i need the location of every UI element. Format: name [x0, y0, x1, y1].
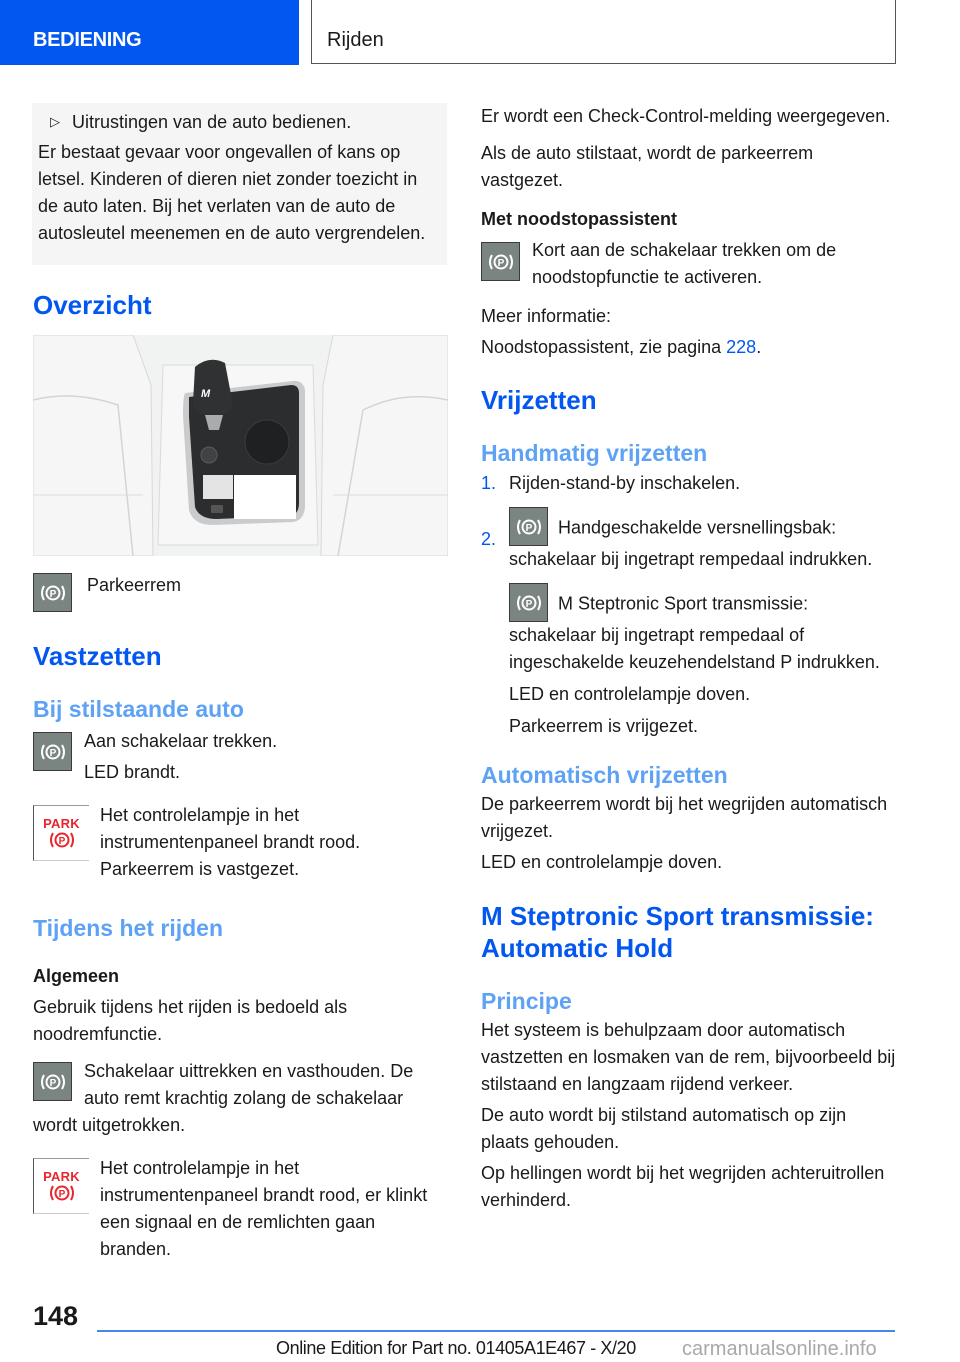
svg-text:P: P — [49, 588, 56, 600]
release-steps — [481, 470, 896, 740]
svg-text:P: P — [49, 747, 56, 759]
warning-text: Er bestaat gevaar voor ongevallen of kans op letsel. Kinderen of dieren niet zonder toezicht in de auto laten. Bij het verlaten van de auto de autosleutel meenemen en de auto vergrendelen. — [38, 142, 426, 243]
svg-text:P: P — [49, 1077, 56, 1089]
heading-automatic-hold: M Steptronic Sport transmissie: Automatic Hold — [481, 901, 874, 963]
instruction-noodstop — [481, 237, 896, 291]
right-column — [481, 103, 896, 1214]
heading-overzicht: Overzicht — [33, 290, 152, 320]
park-lamp-driving-text: Het controlelampje in het instrumentenpaneel brandt rood, er klinkt een signaal en de remlichten gaan branden. — [100, 1158, 428, 1259]
edition-text: Online Edition for Part no. 01405A1E467 - X/20 — [276, 1338, 636, 1358]
parking-brake-switch-icon — [33, 1062, 72, 1101]
park-lamp-note — [33, 802, 448, 883]
heading-vrijzetten: Vrijzetten — [481, 385, 597, 415]
heading-met-noodstopassistent: Met noodstopassistent — [481, 209, 678, 229]
algemeen-text: Gebruik tijdens het rijden is bedoeld als noodremfunctie. — [33, 997, 348, 1044]
left-column — [33, 103, 448, 1263]
header-section-tab — [0, 0, 299, 65]
legend-parkeerrem — [33, 573, 448, 612]
parking-brake-switch-icon — [33, 732, 72, 771]
console-figure — [33, 335, 448, 556]
warning-bullet — [38, 109, 439, 135]
park-lamp-text: Het controlelampje in het instrumentenpaneel brandt rood. Parkeerrem is vastgezet. — [100, 805, 361, 879]
park-warning-lamp-icon: PARK P — [33, 805, 89, 861]
released-text: Parkeerrem is vrijgezet. — [509, 716, 699, 736]
standstill-text: Als de auto stilstaat, wordt de parkeerrem vastgezet. — [481, 143, 814, 190]
svg-text:P: P — [58, 835, 65, 847]
park-warning-lamp-icon: PARK P — [33, 1158, 89, 1214]
heading-principe: Principe — [481, 988, 572, 1014]
instruction-emergency-brake — [33, 1058, 448, 1139]
heading-tijdens-het-rijden: Tijdens het rijden — [33, 915, 223, 941]
instruction-pull-switch — [33, 728, 448, 786]
heading-bij-stilstaande-auto: Bij stilstaande auto — [33, 696, 244, 722]
noodstop-text: Kort aan de schakelaar trekken om de noodstopfunctie te activeren. — [532, 240, 837, 287]
parking-brake-switch-icon — [481, 242, 520, 281]
check-control-text: Er wordt een Check-Control-melding weergegeven. — [481, 106, 891, 126]
svg-text:P: P — [525, 598, 532, 610]
auto-led-off-text: LED en controlelampje doven. — [481, 852, 723, 872]
heading-algemeen: Algemeen — [33, 966, 120, 986]
park-lamp-note-driving — [33, 1155, 448, 1263]
principe-text-1: Het systeem is behulpzaam door automatisch vastzetten en losmaken van de rem, bijvoorbeeld bij stilstaand en langzaam rijdend verkeer. — [481, 1020, 896, 1094]
svg-text:P: P — [497, 257, 504, 269]
step-1: 1. Rijden-stand-by inschakelen. — [481, 473, 741, 493]
principe-text-3: Op hellingen wordt bij het wegrijden achteruitrollen verhinderd. — [481, 1163, 885, 1210]
more-info-label: Meer informatie: — [481, 306, 612, 326]
emergency-brake-text: Schakelaar uittrekken en vasthouden. De auto remt krachtig zolang de schakelaar wordt uitgetrokken. — [33, 1061, 414, 1135]
watermark: carmanualsonline.info — [682, 1338, 877, 1360]
chapter-title: Rijden — [327, 29, 384, 51]
center-console-illustration — [33, 335, 448, 556]
svg-text:P: P — [58, 1188, 65, 1200]
noodstop-reference: Noodstopassistent, zie pagina 228. — [481, 337, 762, 357]
section-title: BEDIENING — [33, 29, 142, 51]
instruction-text: Aan schakelaar trekken. — [84, 731, 278, 751]
parking-brake-switch-icon — [33, 573, 72, 612]
header-chapter-tab — [311, 0, 896, 64]
auto-release-text: De parkeerrem wordt bij het wegrijden automatisch vrijgezet. — [481, 794, 888, 841]
legend-label: Parkeerrem — [87, 575, 182, 595]
heading-vastzetten: Vastzetten — [33, 641, 162, 671]
principe-text-2: De auto wordt bij stilstand automatisch op zijn plaats gehouden. — [481, 1105, 847, 1152]
step-2-text: Handgeschakelde versnellingsbak: schakelaar bij ingetrapt rempedaal indrukken. — [509, 517, 873, 569]
step-2: 2. P Handgeschakelde versnellingsbak: schakelaar bij ingetrapt rempedaal indrukken. P M Steptronic Sport transmissie: schakelaar bij ingetrapt rempedaal of ingeschakelde keuzehendelstand P indrukken. LED en controlelampje doven. Parkeerrem is vrijgezet. — [481, 507, 896, 740]
page-number: 148 — [33, 1301, 79, 1331]
svg-text:M: M — [201, 388, 211, 400]
parking-brake-switch-icon — [509, 507, 548, 546]
led-status-text: LED brandt. — [84, 762, 181, 782]
parking-brake-switch-icon — [509, 583, 548, 622]
svg-text:P: P — [525, 522, 532, 534]
led-off-text: LED en controlelampje doven. — [509, 684, 751, 704]
warning-box — [32, 103, 447, 265]
warning-bullet-text: Uitrustingen van de auto bedienen. — [72, 112, 352, 132]
heading-automatisch-vrijzetten: Automatisch vrijzetten — [481, 762, 728, 788]
footer-divider — [97, 1330, 895, 1332]
step-2-alt-text: M Steptronic Sport transmissie: schakelaar bij ingetrapt rempedaal of ingeschakelde keuzehendelstand P indrukken. — [509, 593, 880, 672]
page-link-228[interactable]: 228 — [726, 337, 757, 357]
triangle-bullet-icon: ▷ — [50, 114, 60, 129]
heading-handmatig-vrijzetten: Handmatig vrijzetten — [481, 440, 708, 466]
